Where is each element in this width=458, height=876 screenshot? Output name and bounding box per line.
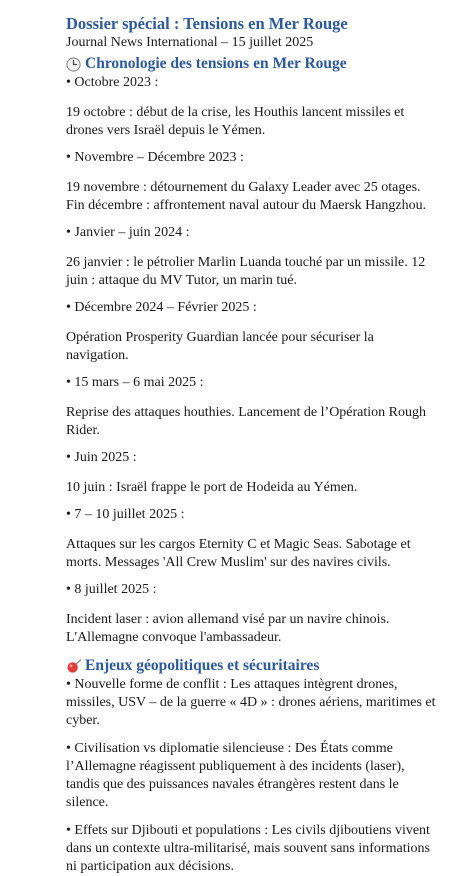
timeline-period: • 8 juillet 2025 : — [66, 582, 157, 597]
timeline-period: • Novembre – Décembre 2023 : — [66, 150, 244, 165]
timeline-entry — [66, 299, 438, 365]
timeline-entry — [66, 581, 438, 647]
timeline-period: • 15 mars – 6 mai 2025 : — [66, 375, 204, 390]
timeline-text: Attaques sur les cargos Eternity C et Magic Seas. Sabotage et morts. Messages 'All Crew Muslim' sur des navires civils. — [66, 537, 411, 570]
timeline-period: • 7 – 10 juillet 2025 : — [66, 507, 185, 522]
timeline-period: • Juin 2025 : — [66, 450, 137, 465]
issue-item: • Effets sur Djibouti et populations : Les civils djiboutiens vivent dans un contexte ultra-militarisé, mais souvent sans informations ni participation aux décisions. — [66, 823, 430, 874]
issue-item: • Nouvelle forme de conflit : Les attaques intègrent drones, missiles, USV – de la guerre « 4D » : drones aériens, maritimes et cyber. — [66, 677, 436, 728]
timeline-entry — [66, 224, 438, 290]
timeline-section — [66, 54, 438, 647]
timeline-text: Opération Prosperity Guardian lancée pour sécuriser la navigation. — [66, 330, 374, 363]
timeline-period: • Décembre 2024 – Février 2025 : — [66, 300, 257, 315]
timeline-period: • Janvier – juin 2024 : — [66, 225, 190, 240]
issues-heading-label: Enjeux géopolitiques et sécuritaires — [85, 657, 320, 674]
clock-icon — [66, 57, 81, 78]
timeline-entry — [66, 449, 438, 497]
timeline-entry — [66, 74, 438, 140]
timeline-text: Incident laser : avion allemand visé par un navire chinois. L'Allemagne convoque l'ambassadeur. — [66, 612, 390, 645]
issues-section — [66, 656, 438, 876]
red-pin-icon — [66, 659, 83, 680]
timeline-heading — [66, 54, 438, 74]
timeline-entry — [66, 149, 438, 215]
timeline-text: 19 octobre : début de la crise, les Houthis lancent missiles et drones vers Israël depuis le Yémen. — [66, 105, 405, 138]
issue-item: • Civilisation vs diplomatie silencieuse : Des États comme l’Allemagne réagissent publiquement à des incidents (laser), tandis que des puissances navales étrangères restent dans le silence. — [66, 741, 405, 810]
issues-heading — [66, 656, 438, 676]
timeline-entry — [66, 374, 438, 440]
timeline-text: Reprise des attaques houthies. Lancement de l’Opération Rough Rider. — [66, 405, 427, 438]
timeline-text: 10 juin : Israël frappe le port de Hodeida au Yémen. — [66, 480, 358, 495]
page-title: Dossier spécial : Tensions en Mer Rouge — [66, 14, 348, 33]
timeline-text: 19 novembre : détournement du Galaxy Leader avec 25 otages. Fin décembre : affrontement naval autour du Maersk Hangzhou. — [66, 180, 427, 213]
timeline-period: • Octobre 2023 : — [66, 75, 159, 90]
page-subtitle: Journal News International – 15 juillet 2025 — [66, 35, 314, 50]
timeline-entry — [66, 506, 438, 572]
timeline-text: 26 janvier : le pétrolier Marlin Luanda touché par un missile. 12 juin : attaque du MV Tutor, un marin tué. — [66, 255, 426, 288]
timeline-heading-label: Chronologie des tensions en Mer Rouge — [85, 55, 347, 72]
